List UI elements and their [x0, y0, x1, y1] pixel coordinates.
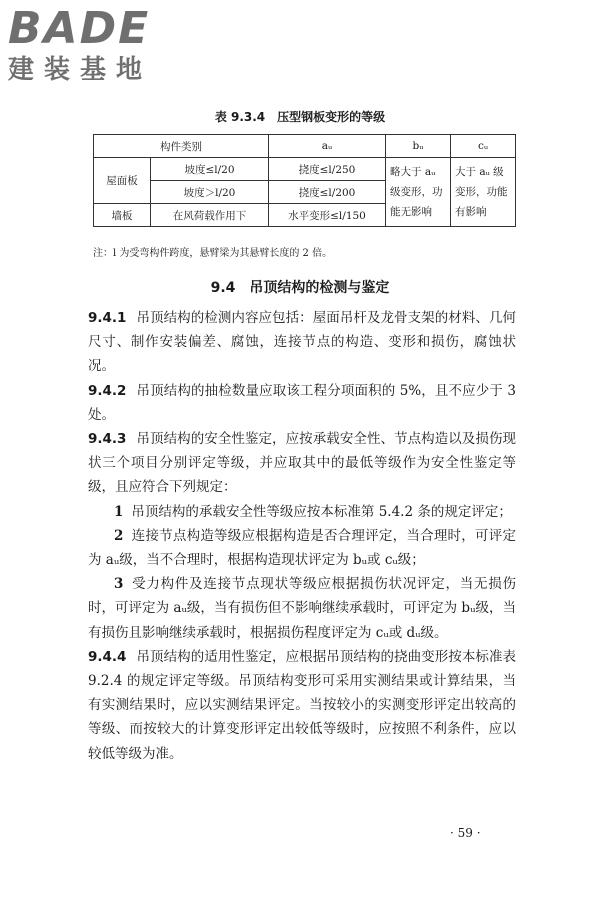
logo-brand: BADE: [8, 3, 151, 54]
wall-label: 墙板: [94, 204, 151, 227]
logo-subtitle: 建装基地: [8, 55, 153, 85]
clause-9-4-1: 9.4.1 吊顶结构的检测内容应包括：屋面吊杆及龙骨支架的材料、几何尺寸、制作安装偏差、腐蚀，连接节点的构造、变形和损伤，腐蚀状况。: [88, 310, 516, 375]
c-description: 大于 aᵤ 级变形，功能有影响: [451, 158, 516, 227]
deformation-grade-table: [93, 134, 516, 227]
logo: [8, 3, 178, 86]
header-c: cᵤ: [451, 135, 516, 158]
table-title: 表 9.3.4 压型钢板变形的等级: [214, 110, 386, 124]
page-number: · 59 ·: [450, 826, 481, 840]
roof-condition-2: 坡度＞l/20: [151, 181, 269, 204]
table-row: [94, 158, 516, 181]
table-header-row: [94, 135, 516, 158]
roof-a-2: 挠度≤l/200: [269, 181, 386, 204]
wall-a: 水平变形≤l/150: [269, 204, 386, 227]
b-description: 略大于 aᵤ 级变形，功能无影响: [386, 158, 451, 227]
roof-label: 屋面板: [94, 158, 151, 204]
header-type: 构件类别: [94, 135, 269, 158]
clause-9-4-4: 9.4.4 吊顶结构的适用性鉴定，应根据吊顶结构的挠曲变形按本标准表 9.2.4 的规定评定等级。吊顶结构变形可采用实测结果或计算结果，当有实测结果时，应以实测结果评定。当按较小的实测变形评定出较高的等级、而按较大的计算变形评定出较低等级时，应按照不利条件，应以较低等级为准。: [88, 648, 516, 762]
header-b: bᵤ: [386, 135, 451, 158]
list-item: 1 吊顶结构的承载安全性等级应按本标准第 5.4.2 条的规定评定；: [114, 503, 512, 520]
table-note: 注：l 为受弯构件跨度，悬臂梁为其悬臂长度的 2 倍。: [93, 248, 333, 259]
clause-9-4-2: 9.4.2 吊顶结构的抽检数量应取该工程分项面积的 5%，且不应少于 3 处。: [88, 382, 516, 423]
roof-a-1: 挠度≤l/250: [269, 158, 386, 181]
wall-condition: 在风荷载作用下: [151, 204, 269, 227]
roof-condition-1: 坡度≤l/20: [151, 158, 269, 181]
clause-9-4-3: 9.4.3 吊顶结构的安全性鉴定，应按承载安全性、节点构造以及损伤现状三个项目分别评定等级，并应取其中的最低等级作为安全性鉴定等级，且应符合下列规定：: [88, 431, 516, 496]
section-heading: 9.4 吊顶结构的检测与鉴定: [210, 280, 390, 296]
list-item: 2 连接节点构造等级应根据构造是否合理评定，当合理时，可评定为 aᵤ级，当不合理时，根据构造现状评定为 bᵤ或 cᵤ级；: [88, 527, 516, 569]
list-item: 3 受力构件及连接节点现状等级应根据损伤状况评定，当无损伤时，可评定为 aᵤ级，当有损伤但不影响继续承载时，可评定为 bᵤ级，当有损伤且影响继续承载时，根据损伤程度评定为 cᵤ或 dᵤ级。: [88, 576, 516, 641]
body-text: [88, 306, 516, 766]
header-a: aᵤ: [269, 135, 386, 158]
